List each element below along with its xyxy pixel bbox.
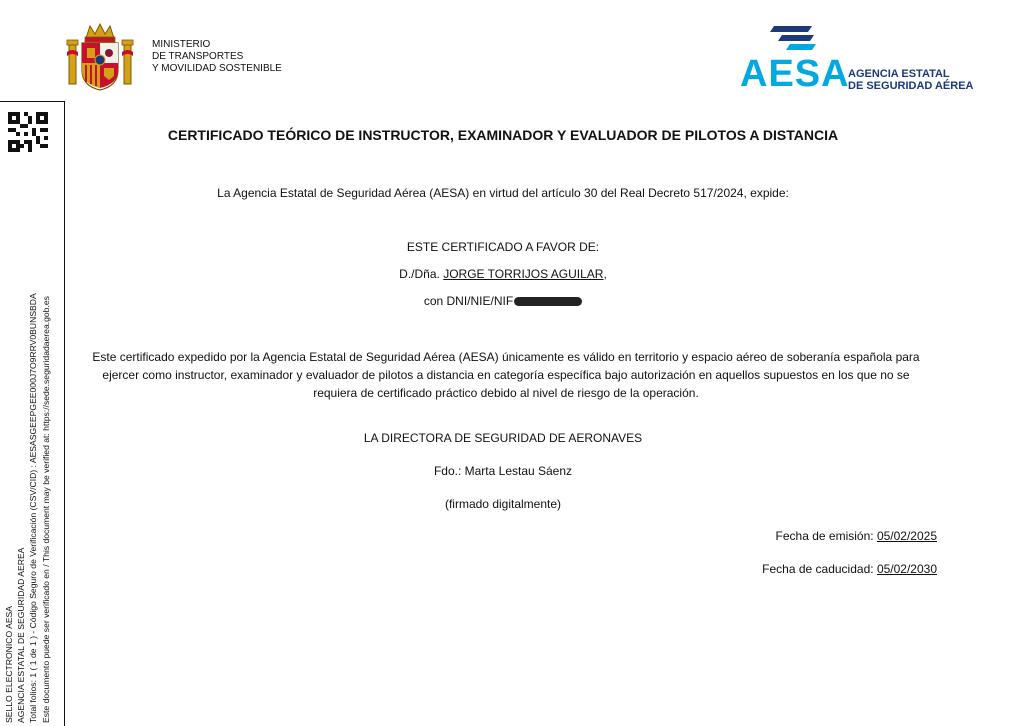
signed-note: (firmado digitalmente): [444, 497, 562, 511]
agency-name-line: DE SEGURIDAD AÉREA: [848, 80, 974, 92]
issue-date: 05/02/2025: [876, 529, 937, 543]
redacted-id: [514, 297, 582, 306]
ministry-line: Y MOVILIDAD SOSTENIBLE: [152, 63, 282, 74]
holder-suffix: ,: [603, 267, 607, 281]
signatory-name: Fdo.: Marta Lestau Sáenz: [433, 464, 573, 478]
expiry-date: 05/02/2030: [876, 562, 937, 576]
signatory-role: LA DIRECTORA DE SEGURIDAD DE AERONAVES: [363, 431, 643, 445]
holder-prefix: D./Dña.: [399, 267, 440, 281]
verification-line: AGENCIA ESTATAL DE SEGURIDAD AEREA: [16, 547, 27, 723]
verification-line: Total folios: 1 ( 1 de 1 ) - Código Seguro de Verificación (CSV/CID) : AESASGEEPGEE000J7O9RRV0BUNSBDA: [28, 293, 39, 723]
verification-line: Este documento puede ser verificado en / This document may be verified at: https://sede.seguridadaerea.gob.es: [40, 296, 51, 723]
holder-name: JORGE TORRIJOS AGUILAR: [443, 267, 604, 281]
spain-coat-of-arms-icon: [66, 22, 134, 92]
aesa-wing-icon: [768, 24, 818, 56]
ministry-name: [152, 39, 282, 75]
expiry-date-line: [762, 562, 937, 576]
ministry-line: MINISTERIO: [152, 39, 211, 50]
id-line: [0, 294, 1006, 308]
aesa-wordmark: AESA: [740, 53, 850, 95]
ministry-line: DE TRANSPORTES: [152, 51, 244, 62]
issue-date-label: Fecha de emisión:: [775, 529, 874, 543]
validity-paragraph: Este certificado expedido por la Agencia Estatal de Seguridad Aérea (AESA) únicamente es válido en territorio y espacio aéreo de soberanía española para ejercer como instructor, examinador y evaluador de pilotos a distancia en categoría específica bajo autorización en aquellos supuestos en los que no se requiera de certificado práctico debido al nivel de riesgo de la operación.: [92, 350, 920, 400]
agency-name: [848, 68, 974, 92]
id-prefix: con DNI/NIE/NIF: [423, 294, 514, 308]
intro-text: La Agencia Estatal de Seguridad Aérea (AESA) en virtud del artículo 30 del Real Decreto 517/2024, expide:: [217, 186, 789, 200]
verification-line: SELLO ELECTRONICO AESA: [4, 605, 14, 723]
favor-heading: ESTE CERTIFICADO A FAVOR DE:: [406, 240, 600, 254]
expiry-date-label: Fecha de caducidad:: [762, 562, 874, 576]
holder-line: [0, 267, 1006, 281]
ministry-header: [66, 22, 282, 92]
agency-name-line: AGENCIA ESTATAL: [848, 68, 950, 80]
aesa-logo: [740, 24, 990, 94]
document-title: CERTIFICADO TEÓRICO DE INSTRUCTOR, EXAMINADOR Y EVALUADOR DE PILOTOS A DISTANCIA: [167, 127, 839, 143]
issue-date-line: [776, 529, 937, 543]
